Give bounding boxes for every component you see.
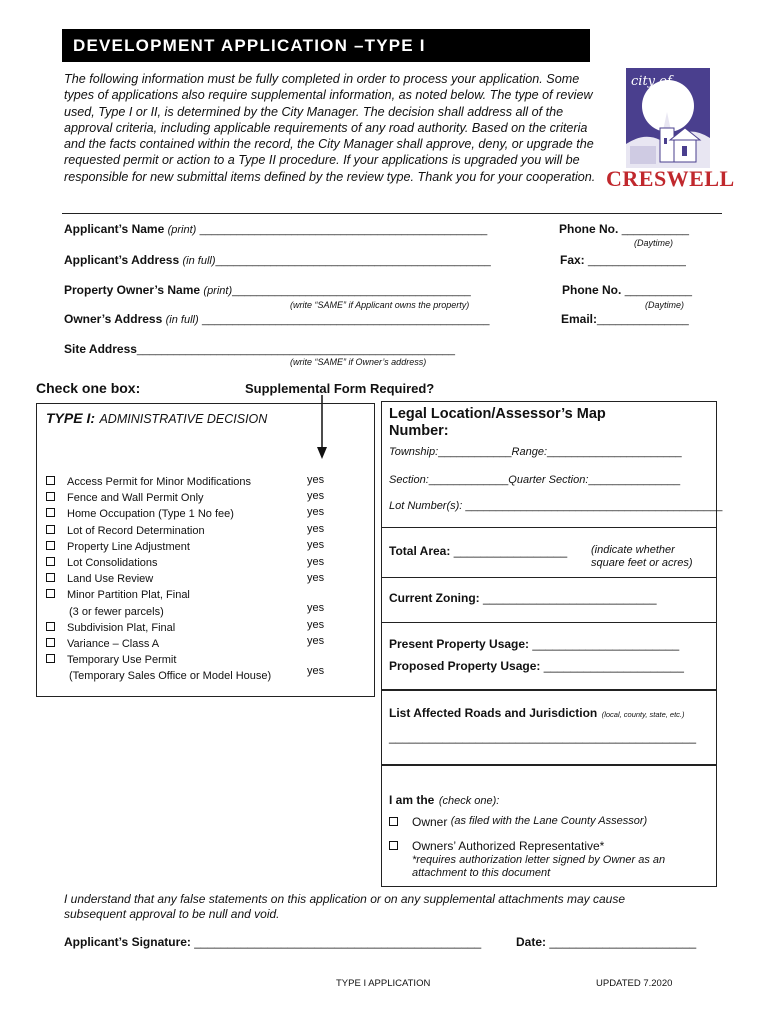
checkbox[interactable] [46,557,55,566]
yes-text: yes [307,556,325,568]
date-field[interactable] [516,935,696,949]
township-line[interactable]: ____________ [438,446,512,458]
roads-label: List Affected Roads and Jurisdiction [389,706,598,720]
email-field[interactable] [561,312,689,326]
phone-label: Phone No. [559,222,619,236]
proposed-usage-field[interactable] [389,659,684,673]
item-label: Variance – Class A [67,638,160,651]
owner-phone-label: Phone No. [562,283,622,297]
owner-phone-line[interactable]: ___________ [624,285,692,297]
iam-label: I am the [389,793,435,807]
representative-option[interactable] [389,839,604,853]
lot-number-line[interactable]: __________________________________________ [465,500,723,512]
checkbox[interactable] [46,492,55,501]
list-item[interactable] [46,506,336,522]
divider [62,213,722,214]
lot-number-label: Lot Number(s): [389,500,463,512]
item-sublabel: (3 or fewer parcels) [69,605,164,618]
section-line[interactable]: _____________ [428,474,509,486]
current-zoning-label: Current Zoning: [389,591,480,605]
lot-number-field[interactable] [389,500,722,512]
section-label: Section: [389,474,429,486]
item-label: Fence and Wall Permit Only [67,492,204,505]
divider [381,527,717,528]
proposed-usage-line[interactable]: _____________________ [543,659,684,673]
total-area-line[interactable]: _________________ [453,544,568,558]
yes-text: yes [307,523,325,535]
owner-name-hint: (print) [203,285,233,297]
type-one-label: TYPE I: [46,410,96,426]
owner-address-field[interactable] [64,312,490,326]
checkbox[interactable] [46,525,55,534]
roads-note: (local, county, state, etc.) [601,710,685,719]
list-item[interactable] [46,636,336,652]
site-address-note: (write “SAME” if Owner’s address) [290,357,427,367]
checkbox[interactable] [46,541,55,550]
applicant-address-line[interactable]: _____________________________________________ [215,255,491,267]
application-type-list [46,474,336,685]
page-title: DEVELOPMENT APPLICATION –TYPE I [62,29,590,62]
township-range-field[interactable] [389,446,682,458]
owner-name-note: (write “SAME” if Applicant owns the property) [290,300,470,310]
owner-phone-field[interactable] [562,283,692,297]
list-item[interactable] [46,490,336,506]
signature-field[interactable] [64,935,481,949]
checkbox[interactable] [46,638,55,647]
date-line[interactable]: ______________________ [549,935,697,949]
checkbox[interactable] [46,589,55,598]
total-area-field[interactable] [389,544,567,558]
quarter-section-label: Quarter Section: [508,474,589,486]
checkbox[interactable] [46,622,55,631]
list-item[interactable] [46,620,336,636]
yes-text: yes [307,635,325,647]
site-address-label: Site Address [64,342,137,356]
yes-text: yes [307,665,325,677]
signature-label: Applicant’s Signature: [64,935,191,949]
owner-name-label: Property Owner’s Name [64,283,201,297]
yes-text: yes [307,572,325,584]
applicant-address-hint: (in full) [182,255,216,267]
owner-address-hint: (in full) [165,314,199,326]
owner-address-line[interactable]: _______________________________________________ [201,314,490,326]
owner-option-note: (as filed with the Lane County Assessor) [450,815,648,827]
list-item[interactable] [46,523,336,539]
item-label: Subdivision Plat, Final [67,621,176,634]
township-label: Township: [389,446,439,458]
email-label: Email: [561,312,598,326]
iam-heading [389,791,499,809]
item-label: Property Line Adjustment [67,540,190,553]
iam-note: (check one): [438,795,500,807]
present-usage-label: Present Property Usage: [389,637,530,651]
total-area-label: Total Area: [389,544,451,558]
checkbox[interactable] [46,654,55,663]
supplemental-heading: Supplemental Form Required? [245,381,435,396]
phone-line[interactable]: ___________ [621,224,689,236]
fax-line[interactable]: ________________ [588,255,686,267]
applicant-name-field[interactable] [64,222,487,236]
phone-daytime-note: (Daytime) [634,238,674,248]
yes-text: yes [307,619,325,631]
type-one-heading [46,410,267,428]
creswell-logo [604,66,735,194]
divider [381,577,717,578]
owner-phone-note: (Daytime) [645,300,685,310]
fax-label: Fax: [560,253,585,267]
item-sublabel: (Temporary Sales Office or Model House) [69,670,272,683]
divider [381,622,717,623]
quarter-section-line[interactable]: _______________ [588,474,681,486]
present-usage-line[interactable]: ______________________ [532,637,680,651]
range-line[interactable]: ______________________ [547,446,682,458]
footer-form-name: TYPE I APPLICATION [336,978,431,989]
footer-updated: UPDATED 7.2020 [596,978,673,989]
applicant-address-label: Applicant’s Address [64,253,180,267]
current-zoning-field[interactable] [389,591,657,605]
yes-text: yes [307,506,325,518]
yes-text: yes [307,539,325,551]
applicant-address-field[interactable] [64,253,491,267]
item-label: Lot Consolidations [67,557,158,570]
false-statement-notice: I understand that any false statements on this application or on any supplemental attachments may cause subsequent approval to be null and void. [64,892,625,921]
site-address-line[interactable]: ____________________________________________________ [136,344,456,356]
yes-text: yes [307,490,325,502]
checkbox[interactable] [389,817,398,826]
applicant-name-label: Applicant’s Name [64,222,165,236]
owner-name-line[interactable]: _______________________________________ [232,285,471,297]
section-field[interactable] [389,474,680,486]
item-label: Land Use Review [67,573,154,586]
legal-location-title: Legal Location/Assessor’s Map Number: [389,406,606,439]
owner-address-label: Owner’s Address [64,312,163,326]
roads-box [381,690,717,765]
applicant-name-line[interactable]: _______________________________________________ [199,224,488,236]
logo-name: CRESWELL [606,166,735,191]
item-label: Access Permit for Minor Modifications [67,476,251,488]
list-item[interactable] [46,587,336,619]
owner-option[interactable] [389,815,647,829]
list-item[interactable] [46,571,336,587]
representative-note: *requires authorization letter signed by Owner as an attachment to this document [412,854,666,879]
yes-text: yes [307,602,325,614]
checkbox[interactable] [46,476,55,485]
checkbox[interactable] [46,508,55,517]
item-label: Lot of Record Determination [67,524,205,537]
roads-heading [389,704,685,722]
item-label: Temporary Use Permit [67,654,177,667]
item-label: Home Occupation (Type 1 No fee) [67,508,234,521]
checkbox[interactable] [46,573,55,582]
total-area-note: (indicate whether square feet or acres) [591,544,693,569]
check-one-heading: Check one box: [36,380,141,396]
yes-text: yes [307,474,325,486]
item-label: Minor Partition Plat, Final [67,589,190,602]
range-label: Range: [511,446,548,458]
applicant-name-hint: (print) [167,224,197,236]
current-zoning-line[interactable]: __________________________ [483,591,657,605]
representative-option-label: Owners’ Authorized Representative* [412,839,605,853]
signature-line[interactable]: ___________________________________________ [194,935,482,949]
list-item[interactable] [46,539,336,555]
list-item[interactable] [46,652,336,684]
proposed-usage-label: Proposed Property Usage: [389,659,541,673]
list-item[interactable] [46,474,336,490]
logo-city-of: city of [631,74,672,89]
owner-name-field[interactable] [64,283,471,297]
site-address-field[interactable] [64,342,455,356]
checkbox[interactable] [389,841,398,850]
present-usage-field[interactable] [389,637,679,651]
owner-option-label: Owner [412,815,448,829]
intro-paragraph: The following information must be fully completed in order to process your application. Some types of applications also require supplemental information, as noted below. The type of review used, Type I or II, is determined by the City Manager. The decision shall address all of the approval criteria, including applicable requirements of any road authority. Based on the criteria and the facts contained within the record, the City Manager shall approve, deny, or upgrade the requested permit or action to a Type II procedure. If your applications is upgraded you will be responsible for new submittal items defined by the review type. Thank you for your cooperation. [64,72,596,184]
date-label: Date: [516,935,547,949]
type-one-desc: ADMINISTRATIVE DECISION [99,412,268,426]
list-item[interactable] [46,555,336,571]
email-line[interactable]: _______________ [597,314,689,326]
fax-field[interactable] [560,253,686,267]
roads-line[interactable]: ______________________________________________ [389,730,696,744]
applicant-phone-field[interactable] [559,222,689,236]
